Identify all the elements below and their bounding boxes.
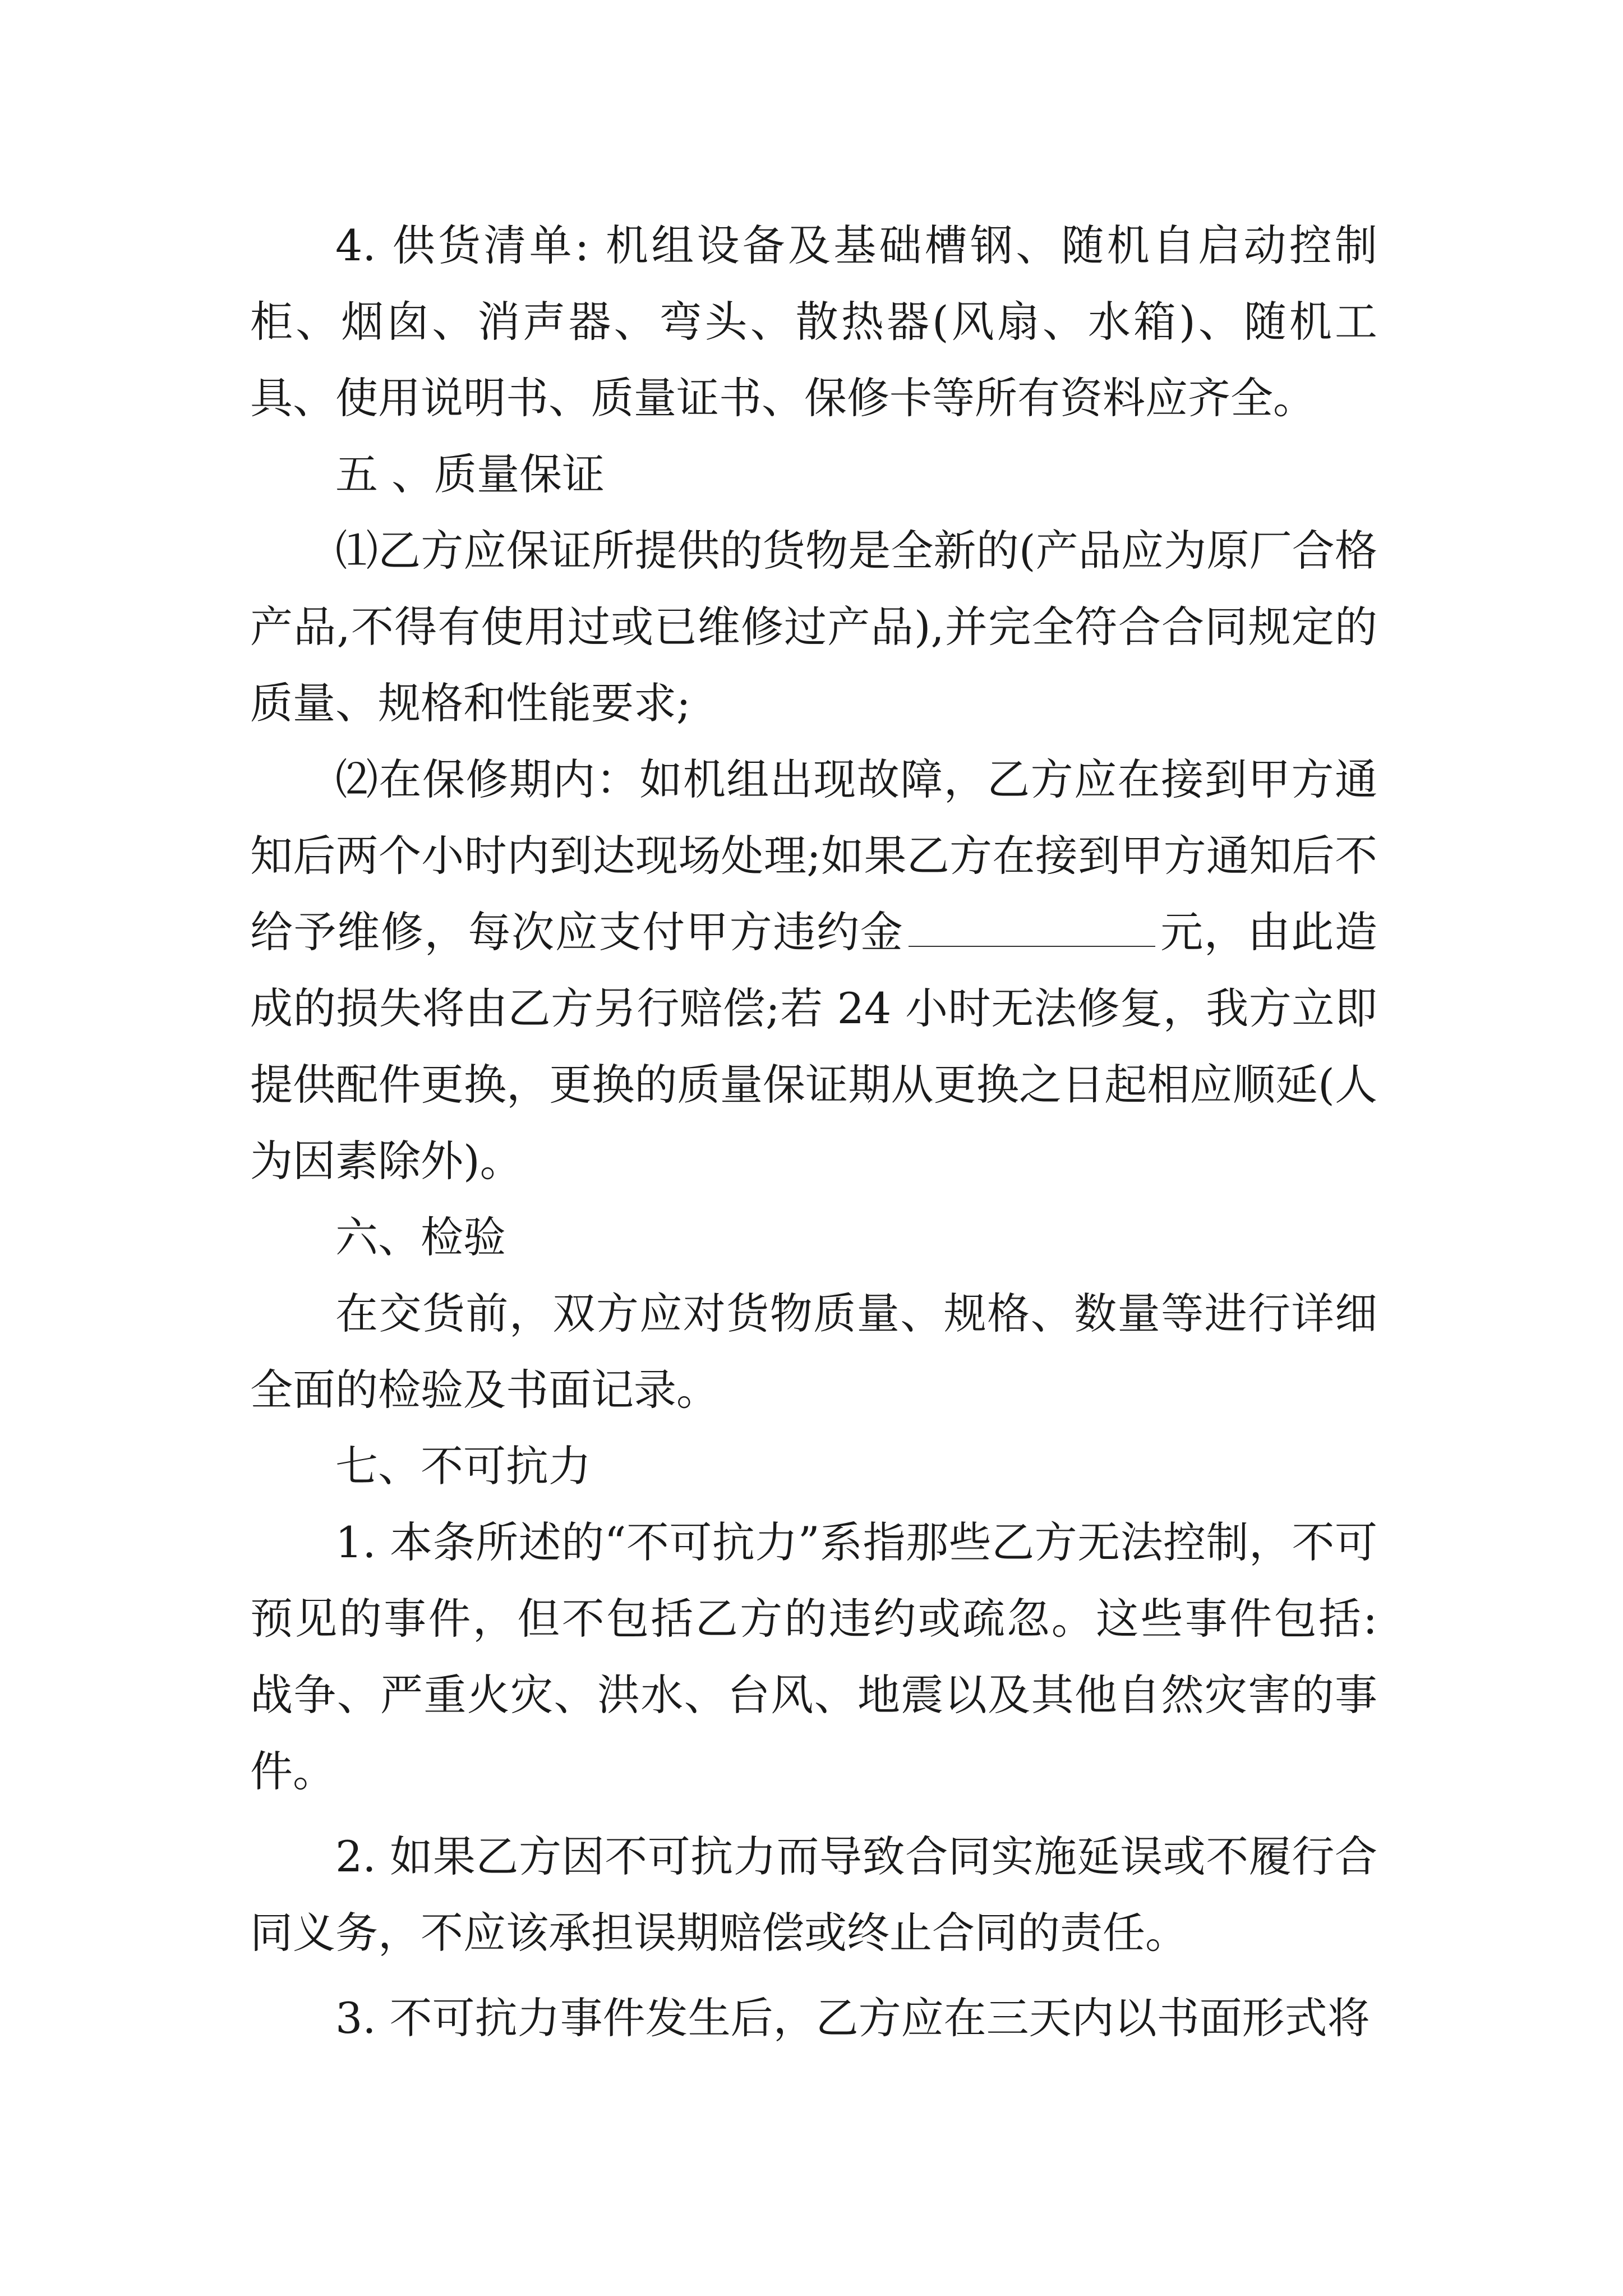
quality-clause-1: ⑴乙方应保证所提供的货物是全新的(产品应为原厂合格产品,不得有使用过或已维修过产品),并完全符合合同规定的质量、规格和性能要求; [250, 526, 1377, 728]
supply-list-paragraph: 4. 供货清单: 机组设备及基础槽钢、随机自启动控制柜、烟囱、消声器、弯头、散热器(风扇、水箱)、随机工具、使用说明书、质量证书、保修卡等所有资料应齐全。 [250, 220, 1377, 423]
section-heading-quality-guarantee: 五 、质量保证 [335, 449, 605, 499]
force-majeure-clause-2: 2. 如果乙方因不可抗力而导致合同实施延误或不履行合同义务，不应该承担误期赔偿或终止合同的责任。 [250, 1832, 1377, 1958]
inspection-paragraph: 在交货前，双方应对货物质量、规格、数量等进行详细全面的检验及书面记录。 [250, 1289, 1377, 1415]
force-majeure-clause-1: 1. 本条所述的“不可抗力”系指那些乙方无法控制，不可预见的事件，但不包括乙方的违约或疏忽。这些事件包括: 战争、严重火灾、洪水、台风、地震以及其他自然灾害的事件。 [250, 1517, 1377, 1796]
penalty-amount-blank [909, 907, 1155, 947]
force-majeure-clause-3: 3. 不可抗力事件发生后，乙方应在三天内以书面形式将 [335, 1993, 1370, 2043]
section-heading-inspection: 六、检验 [335, 1212, 506, 1262]
quality-clause-2-text-before: ⑵在保修期内：如机组出现故障，乙方应在接到甲方通知后两个小时内到达现场处理;如果乙方在接到甲方通知后不给予维修，每次应支付甲方违约金 [250, 754, 1377, 957]
document-body [250, 208, 1377, 2056]
quality-clause-2-text-after: 元，由此造成的损失将由乙方另行赔偿;若 24 小时无法修复，我方立即提供配件更换，更换的质量保证期从更换之日起相应顺延(人为因素除外)。 [250, 907, 1377, 1186]
section-heading-force-majeure: 七、不可抗力 [335, 1441, 591, 1491]
quality-clause-2 [250, 742, 1377, 1199]
